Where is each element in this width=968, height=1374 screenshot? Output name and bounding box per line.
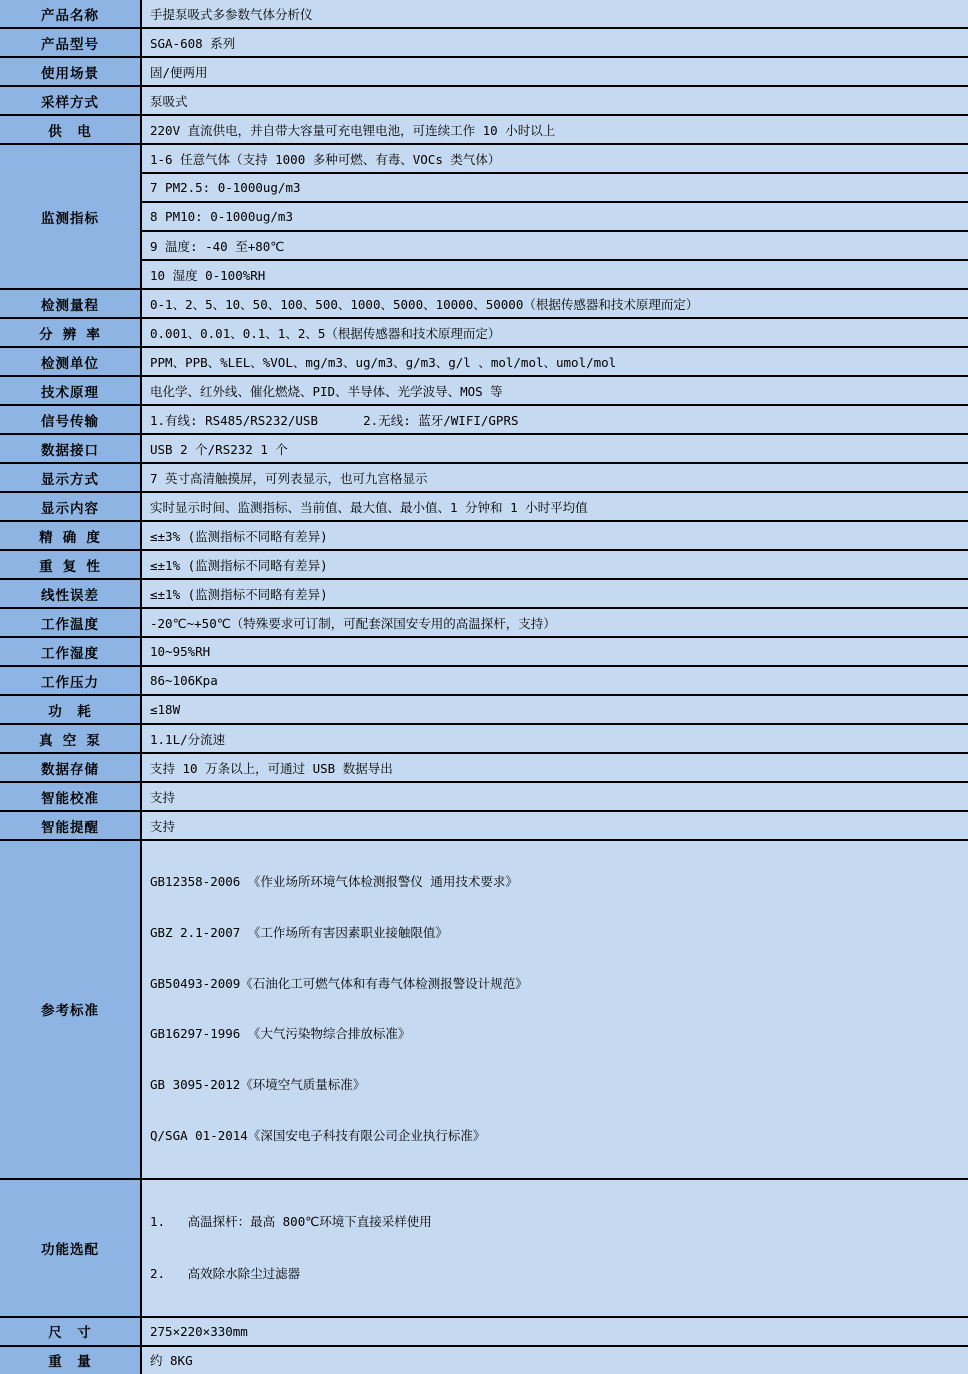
standards-line: GB50493-2009《石油化工可燃气体和有毒气体检测报警设计规范》: [150, 975, 528, 991]
spec-label-repeatability: 重 复 性: [0, 550, 141, 579]
spec-value-power: 220V 直流供电，并自带大容量可充电锂电池，可连续工作 10 小时以上: [141, 115, 968, 144]
table-row: [0, 231, 968, 260]
spec-value-work-pressure: 86~106Kpa: [141, 666, 968, 695]
spec-label-size: 尺 寸: [0, 1317, 141, 1346]
table-row: [0, 115, 968, 144]
standards-line: GB12358-2006 《作业场所环境气体检测报警仪 通用技术要求》: [150, 874, 518, 889]
spec-label-linearity: 线性误差: [0, 579, 141, 608]
table-row: [0, 637, 968, 666]
table-row: [0, 840, 968, 1179]
table-row: [0, 144, 968, 173]
spec-label-vacuum-pump: 真 空 泵: [0, 724, 141, 753]
spec-value-size: 275×220×330mm: [141, 1317, 968, 1346]
standards-line: GB16297-1996 《大气污染物综合排放标准》: [150, 1026, 411, 1042]
spec-label-sampling: 采样方式: [0, 86, 141, 115]
spec-value-monitor-3: 9 温度: -40 至+80℃: [141, 231, 968, 260]
spec-value-repeatability: ≤±1% (监测指标不同略有差异): [141, 550, 968, 579]
table-row: [0, 521, 968, 550]
spec-value-weight: 约 8KG: [141, 1346, 968, 1374]
table-row: [0, 1346, 968, 1374]
table-row: [0, 434, 968, 463]
table-row: [0, 463, 968, 492]
options-line: 1. 高温探杆：最高 800℃环境下直接采样使用: [150, 1213, 432, 1229]
spec-label-accuracy: 精 确 度: [0, 521, 141, 550]
table-row: [0, 318, 968, 347]
standards-line: GB 3095-2012《环境空气质量标准》: [150, 1077, 366, 1093]
spec-label-monitor: 监测指标: [0, 144, 141, 289]
spec-value-scene: 固/便两用: [141, 57, 968, 86]
table-row: [0, 608, 968, 637]
spec-value-ports: USB 2 个/RS232 1 个: [141, 434, 968, 463]
spec-label-model: 产品型号: [0, 28, 141, 57]
spec-value-work-humidity: 10~95%RH: [141, 637, 968, 666]
table-row: [0, 289, 968, 318]
table-row: [0, 1179, 968, 1317]
spec-label-signal: 信号传输: [0, 405, 141, 434]
spec-value-display-content: 实时显示时间、监测指标、当前值、最大值、最小值、1 分钟和 1 小时平均值: [141, 492, 968, 521]
standards-line: Q/SGA 01-2014《深国安电子科技有限公司企业执行标准》: [150, 1127, 486, 1143]
spec-label-display-content: 显示内容: [0, 492, 141, 521]
spec-value-accuracy: ≤±3% (监测指标不同略有差异): [141, 521, 968, 550]
table-row: [0, 405, 968, 434]
spec-label-product-name: 产品名称: [0, 0, 141, 28]
spec-value-work-temp: -20℃~+50℃（特殊要求可订制，可配套深国安专用的高温探杆，支持）: [141, 608, 968, 637]
options-line: 2. 高效除水除尘过滤器: [150, 1265, 301, 1281]
spec-value-options: [141, 1179, 968, 1317]
spec-value-monitor-0: 1-6 任意气体（支持 1000 多种可燃、有毒、VOCs 类气体）: [141, 144, 968, 173]
spec-label-power: 供 电: [0, 115, 141, 144]
spec-value-principle: 电化学、红外线、催化燃烧、PID、半导体、光学波导、MOS 等: [141, 376, 968, 405]
spec-value-standards: [141, 840, 968, 1179]
table-row: [0, 28, 968, 57]
table-row: [0, 376, 968, 405]
table-row: [0, 86, 968, 115]
spec-value-product-name: 手提泵吸式多参数气体分析仪: [141, 0, 968, 28]
spec-label-principle: 技术原理: [0, 376, 141, 405]
spec-label-resolution: 分 辨 率: [0, 318, 141, 347]
spec-value-vacuum-pump: 1.1L/分流速: [141, 724, 968, 753]
spec-label-work-temp: 工作温度: [0, 608, 141, 637]
spec-label-display-mode: 显示方式: [0, 463, 141, 492]
spec-label-range: 检测量程: [0, 289, 141, 318]
table-row: [0, 173, 968, 202]
table-row: [0, 724, 968, 753]
table-row: [0, 579, 968, 608]
spec-label-work-humidity: 工作湿度: [0, 637, 141, 666]
table-row: [0, 260, 968, 289]
table-row: [0, 492, 968, 521]
spec-value-model: SGA-608 系列: [141, 28, 968, 57]
spec-value-display-mode: 7 英寸高清触摸屏，可列表显示，也可九宫格显示: [141, 463, 968, 492]
table-row: [0, 347, 968, 376]
table-row: [0, 550, 968, 579]
table-row: [0, 0, 968, 28]
spec-label-ports: 数据接口: [0, 434, 141, 463]
spec-value-resolution: 0.001、0.01、0.1、1、2、5（根据传感器和技术原理而定）: [141, 318, 968, 347]
standards-line: GBZ 2.1-2007 《工作场所有害因素职业接触限值》: [150, 924, 448, 940]
spec-value-monitor-4: 10 湿度 0-100%RH: [141, 260, 968, 289]
table-row: [0, 753, 968, 782]
table-row: [0, 666, 968, 695]
table-row: [0, 202, 968, 231]
spec-value-power-consumption: ≤18W: [141, 695, 968, 724]
spec-value-smart-remind: 支持: [141, 811, 968, 840]
spec-label-power-consumption: 功 耗: [0, 695, 141, 724]
spec-label-smart-remind: 智能提醒: [0, 811, 141, 840]
table-row: [0, 1317, 968, 1346]
spec-label-work-pressure: 工作压力: [0, 666, 141, 695]
spec-value-range: 0-1、2、5、10、50、100、500、1000、5000、10000、50000（根据传感器和技术原理而定）: [141, 289, 968, 318]
spec-value-monitor-2: 8 PM10: 0-1000ug/m3: [141, 202, 968, 231]
spec-label-weight: 重 量: [0, 1346, 141, 1374]
spec-value-signal: 1.有线: RS485/RS232/USB 2.无线: 蓝牙/WIFI/GPRS: [141, 405, 968, 434]
spec-value-units: PPM、PPB、%LEL、%VOL、mg/m3、ug/m3、g/m3、g/l 、mol/mol、umol/mol: [141, 347, 968, 376]
spec-label-options: 功能选配: [0, 1179, 141, 1317]
table-row: [0, 811, 968, 840]
table-row: [0, 695, 968, 724]
spec-value-smart-cal: 支持: [141, 782, 968, 811]
table-row: [0, 57, 968, 86]
spec-value-storage: 支持 10 万条以上，可通过 USB 数据导出: [141, 753, 968, 782]
spec-value-linearity: ≤±1% (监测指标不同略有差异): [141, 579, 968, 608]
spec-value-sampling: 泵吸式: [141, 86, 968, 115]
spec-label-scene: 使用场景: [0, 57, 141, 86]
spec-value-monitor-1: 7 PM2.5: 0-1000ug/m3: [141, 173, 968, 202]
spec-label-standards: 参考标准: [0, 840, 141, 1179]
spec-label-units: 检测单位: [0, 347, 141, 376]
spec-label-storage: 数据存储: [0, 753, 141, 782]
table-row: [0, 782, 968, 811]
spec-label-smart-cal: 智能校准: [0, 782, 141, 811]
